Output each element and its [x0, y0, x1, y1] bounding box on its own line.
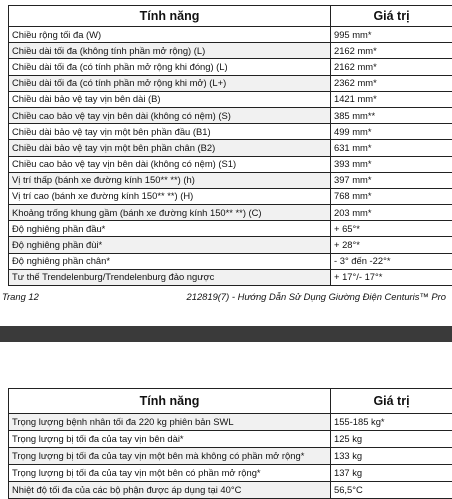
value-cell: 1421 mm*: [331, 91, 452, 107]
table-row: [9, 107, 452, 123]
feature-cell: Tư thế Trendelenburg/Trendelenburg đảo ngược: [9, 269, 331, 285]
feature-cell: Chiều dài tối đa (có tính phần mở rộng khi mở) (L+): [9, 75, 331, 91]
value-cell: + 17°/- 17°*: [331, 269, 452, 285]
document-title: 212819(7) - Hướng Dẫn Sử Dụng Giường Điện Centuris™ Pro: [187, 291, 446, 302]
table-row: [9, 482, 452, 499]
value-cell: 499 mm*: [331, 124, 452, 140]
value-cell: 385 mm**: [331, 107, 452, 123]
feature-cell: Trọng lượng bệnh nhân tối đa 220 kg phiên bản SWL: [9, 414, 331, 431]
table-row: [9, 124, 452, 140]
value-cell: 155-185 kg*: [331, 414, 452, 431]
feature-cell: Trọng lượng bị tối đa của tay vịn bên dài*: [9, 431, 331, 448]
feature-cell: Chiều dài bảo vệ tay vịn bên dài (B): [9, 91, 331, 107]
value-cell: 125 kg: [331, 431, 452, 448]
table-row: [9, 188, 452, 204]
value-cell: 203 mm*: [331, 205, 452, 221]
feature-cell: Chiều rộng tối đa (W): [9, 27, 331, 43]
value-cell: 995 mm*: [331, 27, 452, 43]
feature-cell: Trọng lượng bị tối đa của tay vịn một bên có phần mở rộng*: [9, 465, 331, 482]
table-row: [9, 414, 452, 431]
table-row: [9, 221, 452, 237]
feature-cell: Nhiệt độ tối đa của các bộ phận được áp dụng tại 40°C: [9, 482, 331, 499]
page-divider: [0, 326, 452, 342]
table-row: [9, 91, 452, 107]
feature-cell: Độ nghiêng phần đầu*: [9, 221, 331, 237]
specification-table: [8, 5, 452, 286]
page-footer: [0, 291, 452, 305]
feature-cell: Trọng lượng bị tối đa của tay vịn một bên mà không có phần mở rộng*: [9, 448, 331, 465]
feature-column-header: Tính năng: [9, 389, 331, 414]
value-cell: + 28°*: [331, 237, 452, 253]
table-row: [9, 465, 452, 482]
feature-cell: Chiều cao bảo vệ tay vịn bên dài (không có nệm) (S1): [9, 156, 331, 172]
feature-cell: Vị trí thấp (bánh xe đường kính 150** **) (h): [9, 172, 331, 188]
value-cell: 56,5°C: [331, 482, 452, 499]
table-row: [9, 448, 452, 465]
specification-table-continued: [8, 388, 452, 499]
table-row: [9, 140, 452, 156]
value-cell: 631 mm*: [331, 140, 452, 156]
feature-cell: Chiều dài tối đa (không tính phần mở rộng) (L): [9, 43, 331, 59]
table-row: [9, 237, 452, 253]
table-header-row: [9, 6, 452, 27]
table-row: [9, 27, 452, 43]
value-cell: + 65°*: [331, 221, 452, 237]
value-cell: 2362 mm*: [331, 75, 452, 91]
table-row: [9, 43, 452, 59]
feature-cell: Vị trí cao (bánh xe đường kính 150** **) (H): [9, 188, 331, 204]
feature-cell: Khoảng trống khung gầm (bánh xe đường kính 150** **) (C): [9, 205, 331, 221]
feature-cell: Chiều dài bảo vệ tay vịn một bên phần đầu (B1): [9, 124, 331, 140]
value-cell: 768 mm*: [331, 188, 452, 204]
value-cell: 393 mm*: [331, 156, 452, 172]
value-column-header: Giá trị: [331, 6, 452, 27]
table-row: [9, 269, 452, 285]
table-row: [9, 172, 452, 188]
value-cell: 397 mm*: [331, 172, 452, 188]
page-number: Trang 12: [2, 291, 39, 302]
table-row: [9, 205, 452, 221]
table-row: [9, 431, 452, 448]
feature-cell: Độ nghiêng phần đùi*: [9, 237, 331, 253]
table-row: [9, 156, 452, 172]
table-row: [9, 75, 452, 91]
value-cell: 137 kg: [331, 465, 452, 482]
table-header-row: [9, 389, 452, 414]
value-cell: 2162 mm*: [331, 59, 452, 75]
value-cell: 133 kg: [331, 448, 452, 465]
feature-cell: Độ nghiêng phần chân*: [9, 253, 331, 269]
table-row: [9, 253, 452, 269]
feature-cell: Chiều cao bảo vệ tay vịn bên dài (không có nệm) (S): [9, 107, 331, 123]
value-cell: 2162 mm*: [331, 43, 452, 59]
feature-column-header: Tính năng: [9, 6, 331, 27]
feature-cell: Chiều dài tối đa (có tính phần mở rộng khi đóng) (L): [9, 59, 331, 75]
value-cell: - 3° đến -22°*: [331, 253, 452, 269]
table-row: [9, 59, 452, 75]
feature-cell: Chiều dài bảo vệ tay vịn một bên phần chân (B2): [9, 140, 331, 156]
value-column-header: Giá trị: [331, 389, 452, 414]
